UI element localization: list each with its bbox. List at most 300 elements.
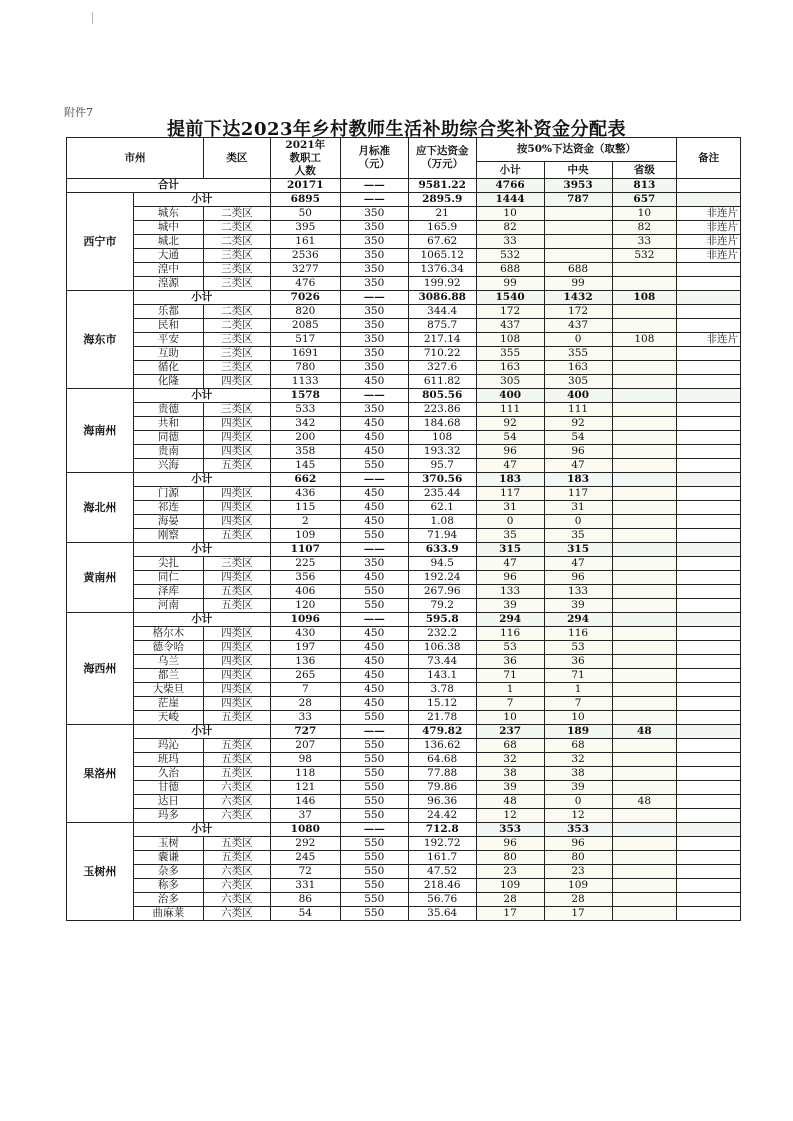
county-amount: 106.38	[408, 641, 476, 655]
county-staff: 356	[270, 571, 340, 585]
county-row	[67, 515, 741, 529]
county-staff: 436	[270, 487, 340, 501]
county-row	[67, 697, 741, 711]
county-remark	[677, 655, 741, 669]
county-name: 茫崖	[133, 697, 203, 711]
county-name: 囊谦	[133, 851, 203, 865]
county-remark	[677, 529, 741, 543]
county-subtotal: 10	[476, 711, 544, 725]
county-central: 0	[544, 795, 612, 809]
county-std: 550	[340, 711, 408, 725]
county-central: 133	[544, 585, 612, 599]
county-std: 450	[340, 417, 408, 431]
county-subtotal: 111	[476, 403, 544, 417]
county-std: 550	[340, 851, 408, 865]
subtotal-row	[67, 543, 741, 557]
county-subtotal: 1	[476, 683, 544, 697]
subtotal-remark	[677, 725, 741, 739]
city-name: 海东市	[67, 291, 134, 389]
county-central	[544, 249, 612, 263]
county-provincial	[612, 277, 677, 291]
county-std: 450	[340, 515, 408, 529]
county-row	[67, 487, 741, 501]
county-std: 550	[340, 865, 408, 879]
county-provincial	[612, 417, 677, 431]
county-name: 天峻	[133, 711, 203, 725]
county-row	[67, 739, 741, 753]
subtotal-central: 189	[544, 725, 612, 739]
city-name: 海西州	[67, 613, 134, 725]
county-remark	[677, 347, 741, 361]
county-category: 五类区	[203, 851, 270, 865]
county-amount: 21	[408, 207, 476, 221]
county-staff: 200	[270, 431, 340, 445]
county-staff: 37	[270, 809, 340, 823]
county-staff: 292	[270, 837, 340, 851]
county-subtotal: 17	[476, 907, 544, 921]
county-row	[67, 781, 741, 795]
county-staff: 121	[270, 781, 340, 795]
county-remark	[677, 711, 741, 725]
county-name: 大通	[133, 249, 203, 263]
county-row	[67, 445, 741, 459]
county-std: 350	[340, 249, 408, 263]
county-category: 六类区	[203, 865, 270, 879]
county-provincial	[612, 487, 677, 501]
county-provincial: 33	[612, 235, 677, 249]
county-name: 城北	[133, 235, 203, 249]
county-name: 泽库	[133, 585, 203, 599]
county-remark	[677, 571, 741, 585]
county-row	[67, 347, 741, 361]
county-category: 五类区	[203, 711, 270, 725]
county-category: 五类区	[203, 599, 270, 613]
county-category: 四类区	[203, 697, 270, 711]
county-provincial	[612, 431, 677, 445]
county-name: 贵德	[133, 403, 203, 417]
county-remark: 非连片	[677, 333, 741, 347]
county-central: 305	[544, 375, 612, 389]
county-staff: 430	[270, 627, 340, 641]
county-central: 12	[544, 809, 612, 823]
county-remark	[677, 795, 741, 809]
subtotal-remark	[677, 193, 741, 207]
total-amount: 9581.22	[408, 179, 476, 193]
total-label: 合计	[67, 179, 271, 193]
county-row	[67, 431, 741, 445]
county-row	[67, 655, 741, 669]
county-subtotal: 35	[476, 529, 544, 543]
county-central: 28	[544, 893, 612, 907]
county-staff: 54	[270, 907, 340, 921]
table-body	[67, 179, 741, 921]
county-row	[67, 361, 741, 375]
county-std: 350	[340, 235, 408, 249]
county-remark	[677, 599, 741, 613]
county-std: 450	[340, 697, 408, 711]
county-amount: 73.44	[408, 655, 476, 669]
county-std: 450	[340, 669, 408, 683]
subtotal-amount: 712.8	[408, 823, 476, 837]
county-name: 刚察	[133, 529, 203, 543]
county-remark: 非连片	[677, 249, 741, 263]
subtotal-label: 小计	[133, 473, 270, 487]
county-central: 31	[544, 501, 612, 515]
county-central: 10	[544, 711, 612, 725]
county-category: 四类区	[203, 487, 270, 501]
subtotal-provincial: 657	[612, 193, 677, 207]
county-row	[67, 837, 741, 851]
county-provincial	[612, 375, 677, 389]
county-name: 尖扎	[133, 557, 203, 571]
county-staff: 406	[270, 585, 340, 599]
subtotal-label: 小计	[133, 725, 270, 739]
county-staff: 358	[270, 445, 340, 459]
county-amount: 71.94	[408, 529, 476, 543]
county-remark	[677, 361, 741, 375]
county-amount: 710.22	[408, 347, 476, 361]
county-category: 四类区	[203, 417, 270, 431]
subtotal-remark	[677, 473, 741, 487]
county-remark: 非连片	[677, 221, 741, 235]
county-row	[67, 403, 741, 417]
county-row	[67, 851, 741, 865]
county-remark	[677, 305, 741, 319]
county-category: 四类区	[203, 627, 270, 641]
subtotal-provincial	[612, 473, 677, 487]
county-subtotal: 163	[476, 361, 544, 375]
header-remarks: 备注	[677, 138, 741, 179]
county-row	[67, 893, 741, 907]
county-std: 350	[340, 207, 408, 221]
county-subtotal: 47	[476, 459, 544, 473]
county-subtotal: 82	[476, 221, 544, 235]
county-remark	[677, 781, 741, 795]
county-category: 六类区	[203, 809, 270, 823]
county-provincial	[612, 361, 677, 375]
subtotal-remark	[677, 389, 741, 403]
county-staff: 3277	[270, 263, 340, 277]
subtotal-amount: 595.8	[408, 613, 476, 627]
county-provincial	[612, 851, 677, 865]
county-name: 久治	[133, 767, 203, 781]
county-std: 550	[340, 459, 408, 473]
county-row	[67, 501, 741, 515]
county-amount: 56.76	[408, 893, 476, 907]
county-amount: 232.2	[408, 627, 476, 641]
county-subtotal: 23	[476, 865, 544, 879]
county-category: 五类区	[203, 753, 270, 767]
subtotal-staff: 727	[270, 725, 340, 739]
county-subtotal: 7	[476, 697, 544, 711]
county-provincial	[612, 641, 677, 655]
county-amount: 1.08	[408, 515, 476, 529]
county-subtotal: 355	[476, 347, 544, 361]
county-subtotal: 437	[476, 319, 544, 333]
county-amount: 77.88	[408, 767, 476, 781]
county-remark	[677, 739, 741, 753]
subtotal-row	[67, 823, 741, 837]
county-row	[67, 235, 741, 249]
county-row	[67, 585, 741, 599]
header-staff-line2: 教职工	[289, 151, 322, 164]
county-central: 117	[544, 487, 612, 501]
total-provincial: 813	[612, 179, 677, 193]
subtotal-row	[67, 725, 741, 739]
county-remark: 非连片	[677, 207, 741, 221]
subtotal-std: ——	[340, 473, 408, 487]
subtotal-provincial	[612, 389, 677, 403]
subtotal-row	[67, 291, 741, 305]
county-subtotal: 39	[476, 599, 544, 613]
county-row	[67, 711, 741, 725]
county-category: 四类区	[203, 375, 270, 389]
subtotal-amount: 3086.88	[408, 291, 476, 305]
county-provincial	[612, 711, 677, 725]
county-row	[67, 459, 741, 473]
county-std: 450	[340, 487, 408, 501]
county-central: 688	[544, 263, 612, 277]
county-central: 99	[544, 277, 612, 291]
county-provincial	[612, 305, 677, 319]
county-row	[67, 249, 741, 263]
county-category: 三类区	[203, 333, 270, 347]
header-row-1	[67, 138, 741, 162]
county-name: 化隆	[133, 375, 203, 389]
county-row	[67, 753, 741, 767]
county-category: 五类区	[203, 837, 270, 851]
county-name: 称多	[133, 879, 203, 893]
county-provincial	[612, 599, 677, 613]
county-remark	[677, 851, 741, 865]
subtotal-std: ——	[340, 291, 408, 305]
county-subtotal: 80	[476, 851, 544, 865]
county-provincial	[612, 697, 677, 711]
county-central: 437	[544, 319, 612, 333]
county-provincial	[612, 837, 677, 851]
county-staff: 98	[270, 753, 340, 767]
county-central: 68	[544, 739, 612, 753]
county-std: 550	[340, 879, 408, 893]
county-amount: 108	[408, 431, 476, 445]
county-name: 班玛	[133, 753, 203, 767]
county-remark	[677, 319, 741, 333]
county-provincial	[612, 319, 677, 333]
county-staff: 115	[270, 501, 340, 515]
county-provincial	[612, 781, 677, 795]
header-category: 类区	[203, 138, 270, 179]
county-subtotal: 133	[476, 585, 544, 599]
county-amount: 1065.12	[408, 249, 476, 263]
subtotal-label: 小计	[133, 823, 270, 837]
header-central: 中央	[544, 162, 612, 179]
county-provincial	[612, 347, 677, 361]
county-subtotal: 38	[476, 767, 544, 781]
county-central	[544, 235, 612, 249]
county-category: 四类区	[203, 501, 270, 515]
subtotal-label: 小计	[133, 389, 270, 403]
subtotal-staff: 1107	[270, 543, 340, 557]
subtotal-sub: 294	[476, 613, 544, 627]
county-category: 四类区	[203, 683, 270, 697]
county-remark	[677, 697, 741, 711]
county-central: 39	[544, 599, 612, 613]
subtotal-provincial: 48	[612, 725, 677, 739]
header-std-line1: 月标准	[358, 145, 391, 157]
county-row	[67, 879, 741, 893]
subtotal-central: 400	[544, 389, 612, 403]
subtotal-row	[67, 613, 741, 627]
subtotal-sub: 315	[476, 543, 544, 557]
county-std: 350	[340, 557, 408, 571]
header-subtotal: 小计	[476, 162, 544, 179]
county-row	[67, 417, 741, 431]
header-monthly-standard	[340, 138, 408, 179]
county-provincial	[612, 655, 677, 669]
subtotal-amount: 2895.9	[408, 193, 476, 207]
county-central: 96	[544, 837, 612, 851]
county-name: 门源	[133, 487, 203, 501]
county-remark	[677, 879, 741, 893]
county-std: 550	[340, 781, 408, 795]
county-subtotal: 96	[476, 445, 544, 459]
county-central: 355	[544, 347, 612, 361]
total-std: ——	[340, 179, 408, 193]
county-remark	[677, 669, 741, 683]
county-staff: 207	[270, 739, 340, 753]
county-std: 450	[340, 683, 408, 697]
subtotal-central: 315	[544, 543, 612, 557]
county-amount: 611.82	[408, 375, 476, 389]
subtotal-provincial: 108	[612, 291, 677, 305]
county-name: 共和	[133, 417, 203, 431]
county-staff: 120	[270, 599, 340, 613]
subtotal-staff: 1096	[270, 613, 340, 627]
subtotal-amount: 479.82	[408, 725, 476, 739]
county-subtotal: 532	[476, 249, 544, 263]
county-amount: 3.78	[408, 683, 476, 697]
subtotal-sub: 353	[476, 823, 544, 837]
county-central: 111	[544, 403, 612, 417]
document-title: 提前下达2023年乡村教师生活补助综合奖补资金分配表	[166, 119, 627, 140]
subtotal-label: 小计	[133, 543, 270, 557]
county-category: 三类区	[203, 263, 270, 277]
county-std: 350	[340, 403, 408, 417]
attachment-label: 附件7	[64, 106, 93, 119]
total-remark	[677, 179, 741, 193]
county-central: 96	[544, 571, 612, 585]
county-remark	[677, 585, 741, 599]
county-staff: 2536	[270, 249, 340, 263]
county-staff: 1691	[270, 347, 340, 361]
county-row	[67, 277, 741, 291]
subtotal-sub: 1540	[476, 291, 544, 305]
county-subtotal: 31	[476, 501, 544, 515]
county-amount: 95.7	[408, 459, 476, 473]
county-name: 海晏	[133, 515, 203, 529]
county-category: 五类区	[203, 739, 270, 753]
county-central: 23	[544, 865, 612, 879]
subtotal-label: 小计	[133, 193, 270, 207]
county-provincial	[612, 627, 677, 641]
county-staff: 118	[270, 767, 340, 781]
county-central: 71	[544, 669, 612, 683]
subtotal-staff: 1080	[270, 823, 340, 837]
county-category: 六类区	[203, 893, 270, 907]
total-staff: 20171	[270, 179, 340, 193]
subtotal-label: 小计	[133, 291, 270, 305]
county-provincial	[612, 445, 677, 459]
county-staff: 780	[270, 361, 340, 375]
county-staff: 2085	[270, 319, 340, 333]
county-central: 109	[544, 879, 612, 893]
county-std: 550	[340, 753, 408, 767]
county-staff: 28	[270, 697, 340, 711]
subtotal-amount: 633.9	[408, 543, 476, 557]
subtotal-std: ——	[340, 823, 408, 837]
county-category: 六类区	[203, 781, 270, 795]
county-amount: 218.46	[408, 879, 476, 893]
total-central: 3953	[544, 179, 612, 193]
county-provincial	[612, 907, 677, 921]
subtotal-remark	[677, 823, 741, 837]
county-category: 二类区	[203, 207, 270, 221]
county-name: 循化	[133, 361, 203, 375]
county-staff: 145	[270, 459, 340, 473]
county-subtotal: 172	[476, 305, 544, 319]
subtotal-std: ——	[340, 193, 408, 207]
county-std: 550	[340, 599, 408, 613]
county-amount: 15.12	[408, 697, 476, 711]
header-city: 市州	[67, 138, 204, 179]
subtotal-remark	[677, 543, 741, 557]
county-central: 17	[544, 907, 612, 921]
county-std: 350	[340, 333, 408, 347]
county-category: 四类区	[203, 571, 270, 585]
total-row	[67, 179, 741, 193]
county-category: 三类区	[203, 249, 270, 263]
county-central: 96	[544, 445, 612, 459]
county-amount: 267.96	[408, 585, 476, 599]
county-amount: 165.9	[408, 221, 476, 235]
county-provincial	[612, 501, 677, 515]
county-name: 湟中	[133, 263, 203, 277]
county-central: 38	[544, 767, 612, 781]
county-amount: 96.36	[408, 795, 476, 809]
county-row	[67, 767, 741, 781]
county-staff: 533	[270, 403, 340, 417]
county-remark	[677, 277, 741, 291]
county-remark	[677, 865, 741, 879]
county-row	[67, 907, 741, 921]
county-amount: 184.68	[408, 417, 476, 431]
county-provincial	[612, 865, 677, 879]
county-row	[67, 221, 741, 235]
county-name: 大柴旦	[133, 683, 203, 697]
county-std: 350	[340, 263, 408, 277]
subtotal-remark	[677, 613, 741, 627]
county-name: 平安	[133, 333, 203, 347]
county-central: 53	[544, 641, 612, 655]
subtotal-std: ——	[340, 389, 408, 403]
county-remark	[677, 487, 741, 501]
county-remark	[677, 837, 741, 851]
county-remark	[677, 417, 741, 431]
allocation-table	[66, 137, 741, 921]
header-should-issue	[408, 138, 476, 179]
county-remark	[677, 641, 741, 655]
county-subtotal: 53	[476, 641, 544, 655]
